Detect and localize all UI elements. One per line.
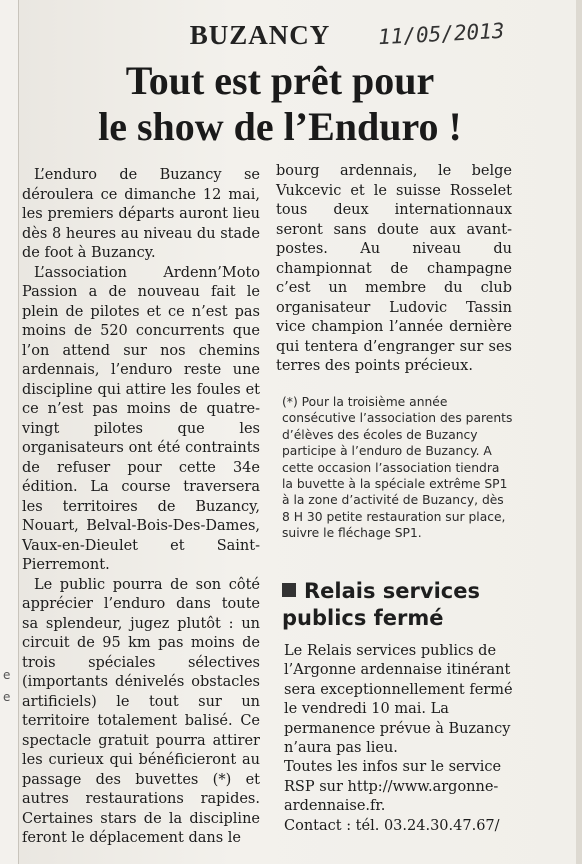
article-footnote: (*) Pour la troisième année consécutive l’association des parents d’élèves des écoles de Buzancy participe à l’enduro de Buzancy. A cette occasion l’association tiendra la buvette à la spéciale extrême SP1 à la zone d’activité de Buzancy, dès 8 H 30 petite restauration sur place, suivre le fléchage SP1. <box>282 395 513 541</box>
headline-line: Tout est prêt pour <box>125 58 435 103</box>
bullet-square-icon <box>282 583 296 597</box>
article-paragraph: Toutes les infos sur le service RSP sur http://www.argonne-ardennaise.fr. <box>284 759 502 815</box>
article-headline <box>20 58 540 150</box>
sidebar-article-title <box>282 578 522 632</box>
article-paragraph: L’association Ardenn’Moto Passion a de nouveau fait le plein de pilotes et ce n’est pas moins de 520 concurrents que l’on attend sur nos chemins ardennais, l’enduro reste une discipline qui attire les foules et ce n’est pas moins de quatre-vingt pilotes que les organisateurs ont été contraints de refuser pour cette 34e édition. La course traversera les territoires de Buzancy, Nouart, Belval-Bois-Des-Dames, Vaux-en-Dieulet et Saint-Pierremont. <box>22 264 260 573</box>
margin-fragment: e <box>3 668 11 682</box>
headline-line: le show de l’Enduro ! <box>98 104 462 149</box>
adjacent-column-fragment <box>0 0 19 864</box>
article-paragraph: Le Relais services publics de l’Argonne ardennaise itinérant sera exceptionnellement fermé le vendredi 10 mai. La permanence prévue à Buzancy n’aura pas lieu. <box>284 643 513 757</box>
contact-line: Contact : tél. 03.24.30.47.67/ <box>284 817 500 834</box>
margin-fragment: e <box>3 690 11 704</box>
article-kicker: BUZANCY <box>189 20 331 50</box>
page-edge <box>576 0 582 864</box>
article-paragraph: L’enduro de Buzancy se déroulera ce dimanche 12 mai, les premiers départs auront lieu dès 8 heures au niveau du stade de foot à Buzancy. <box>22 167 260 261</box>
handwritten-date: 11/05/2013 <box>377 18 505 50</box>
article-left-column <box>22 166 260 849</box>
article-paragraph: Le public pourra de son côté apprécier l’enduro dans toute sa splendeur, jugez plutôt : un circuit de 95 km pas moins de trois spéciales sélectives (importants dénivelés obstacles artificiels) le tout sur un territoire totalement balisé. Ce spectacle gratuit pourra attirer les curieux qui bénéficieront au passage des buvettes (*) et autres restaurations rapides. Certaines stars de la discipline feront le déplacement dans le <box>22 576 260 846</box>
title-line: publics fermé <box>282 606 444 630</box>
sidebar-article-body <box>284 642 520 836</box>
article-right-column <box>276 162 512 377</box>
article-paragraph: bourg ardennais, le belge Vukcevic et le suisse Rosselet tous deux internationnaux seront sans doute aux avant-postes. Au niveau du championnat de champagne c’est un membre du club organisateur Ludovic Tassin vice champion l’année dernière qui tentera d’engranger sur ses terres des points précieux. <box>276 163 512 374</box>
title-line: Relais services <box>304 579 480 603</box>
